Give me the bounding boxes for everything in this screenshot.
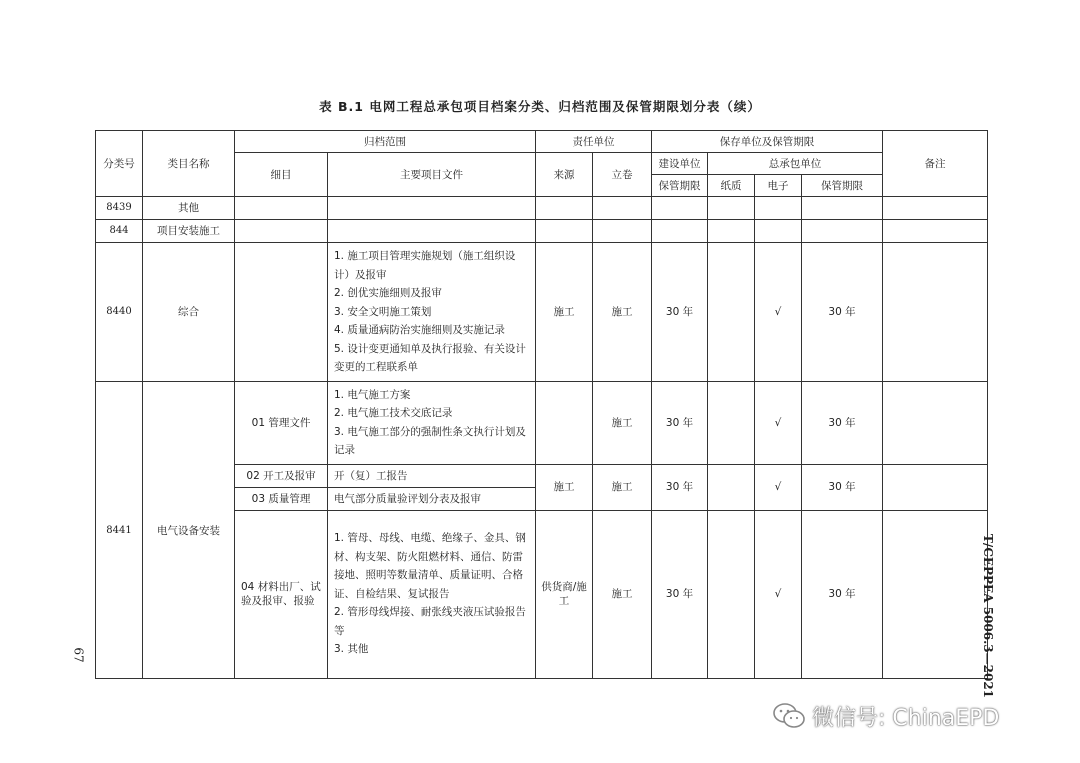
code-cell: 8440 bbox=[96, 243, 143, 382]
period-cell: 30 年 bbox=[652, 381, 708, 464]
filing-cell: 施工 bbox=[593, 381, 652, 464]
electronic-check: √ bbox=[755, 510, 802, 678]
header-row-1 bbox=[96, 131, 988, 153]
table-row bbox=[96, 197, 988, 220]
doc-line: 4. 质量通病防治实施细则及实施记录 bbox=[334, 324, 505, 336]
doc-line: 1. 管母、母线、电缆、绝缘子、金具、钢材、构支架、防火阻燃材料、通信、防雷接地、照明等数量清单、质量证明、合格证、自检结果、复试报告 bbox=[334, 532, 526, 600]
header-contractor-period: 保管期限 bbox=[802, 175, 883, 197]
standard-number: T/CEPPEA 5006.3—2021 bbox=[981, 534, 995, 699]
doc-line: 5. 设计变更通知单及执行报验、有关设计变更的工程联系单 bbox=[334, 342, 526, 373]
table-row bbox=[96, 243, 988, 382]
wechat-icon bbox=[772, 702, 806, 730]
code-cell: 8441 bbox=[96, 381, 143, 678]
doc-line: 3. 电气施工部分的强制性条文执行计划及记录 bbox=[334, 425, 526, 456]
doc-line: 1. 电气施工方案 bbox=[334, 388, 411, 401]
doc-line: 3. 其他 bbox=[334, 643, 369, 656]
source-cell: 施工 bbox=[536, 243, 593, 382]
period-cell: 30 年 bbox=[652, 243, 708, 382]
doc-line: 2. 管形母线焊接、耐张线夹液压试验报告等 bbox=[334, 606, 526, 637]
doc-line: 3. 安全文明施工策划 bbox=[334, 305, 432, 318]
table-row bbox=[96, 381, 988, 464]
period-cell: 30 年 bbox=[652, 464, 708, 510]
code-cell: 844 bbox=[96, 220, 143, 243]
header-electronic: 电子 bbox=[755, 175, 802, 197]
doc-cell: 开（复）工报告 bbox=[328, 464, 536, 487]
filing-cell: 施工 bbox=[593, 464, 652, 510]
category-cell: 项目安装施工 bbox=[143, 220, 235, 243]
code-cell: 8439 bbox=[96, 197, 143, 220]
period-cell: 30 年 bbox=[802, 243, 883, 382]
docs-cell bbox=[328, 510, 536, 678]
period-cell: 30 年 bbox=[652, 510, 708, 678]
electronic-check: √ bbox=[755, 243, 802, 382]
page-number: 67 bbox=[71, 647, 86, 663]
item-cell: 03 质量管理 bbox=[235, 487, 328, 510]
watermark-text: 微信号: ChinaEPD bbox=[812, 705, 1000, 731]
source-cell: 施工 bbox=[536, 464, 593, 510]
header-filing: 立卷 bbox=[593, 153, 652, 197]
docs-cell bbox=[328, 243, 536, 382]
category-cell: 其他 bbox=[143, 197, 235, 220]
header-construction-unit: 建设单位 bbox=[652, 153, 708, 175]
source-cell: 供货商/施工 bbox=[536, 510, 593, 678]
electronic-check: √ bbox=[755, 464, 802, 510]
doc-line: 2. 电气施工技术交底记录 bbox=[334, 407, 453, 419]
item-cell: 01 管理文件 bbox=[235, 381, 328, 464]
header-code: 分类号 bbox=[96, 131, 143, 197]
period-cell: 30 年 bbox=[802, 381, 883, 464]
header-construction-period: 保管期限 bbox=[652, 175, 708, 197]
filing-cell: 施工 bbox=[593, 510, 652, 678]
table-row bbox=[96, 220, 988, 243]
table-title: 表 B.1 电网工程总承包项目档案分类、归档范围及保管期限划分表（续） bbox=[319, 99, 761, 114]
doc-line: 2. 创优实施细则及报审 bbox=[334, 287, 442, 299]
header-item: 细目 bbox=[235, 153, 328, 197]
header-retention: 保存单位及保管期限 bbox=[652, 131, 883, 153]
header-contractor-unit: 总承包单位 bbox=[708, 153, 883, 175]
header-main-docs: 主要项目文件 bbox=[328, 153, 536, 197]
doc-cell: 电气部分质量验评划分表及报审 bbox=[328, 487, 536, 510]
category-cell: 综合 bbox=[143, 243, 235, 382]
filing-cell: 施工 bbox=[593, 243, 652, 382]
electronic-check: √ bbox=[755, 381, 802, 464]
doc-line: 1. 施工项目管理实施规划（施工组织设计）及报审 bbox=[334, 250, 516, 281]
period-cell: 30 年 bbox=[802, 510, 883, 678]
docs-cell bbox=[328, 381, 536, 464]
header-responsibility: 责任单位 bbox=[536, 131, 652, 153]
header-source: 来源 bbox=[536, 153, 593, 197]
archive-table bbox=[95, 130, 988, 679]
header-archive-scope: 归档范围 bbox=[235, 131, 536, 153]
category-cell: 电气设备安装 bbox=[143, 381, 235, 678]
period-cell: 30 年 bbox=[802, 464, 883, 510]
item-cell: 04 材料出厂、试验及报审、报验 bbox=[235, 510, 328, 678]
item-cell: 02 开工及报审 bbox=[235, 464, 328, 487]
header-remarks: 备注 bbox=[883, 131, 988, 197]
watermark bbox=[772, 700, 999, 732]
header-category: 类目名称 bbox=[143, 131, 235, 197]
header-paper: 纸质 bbox=[708, 175, 755, 197]
